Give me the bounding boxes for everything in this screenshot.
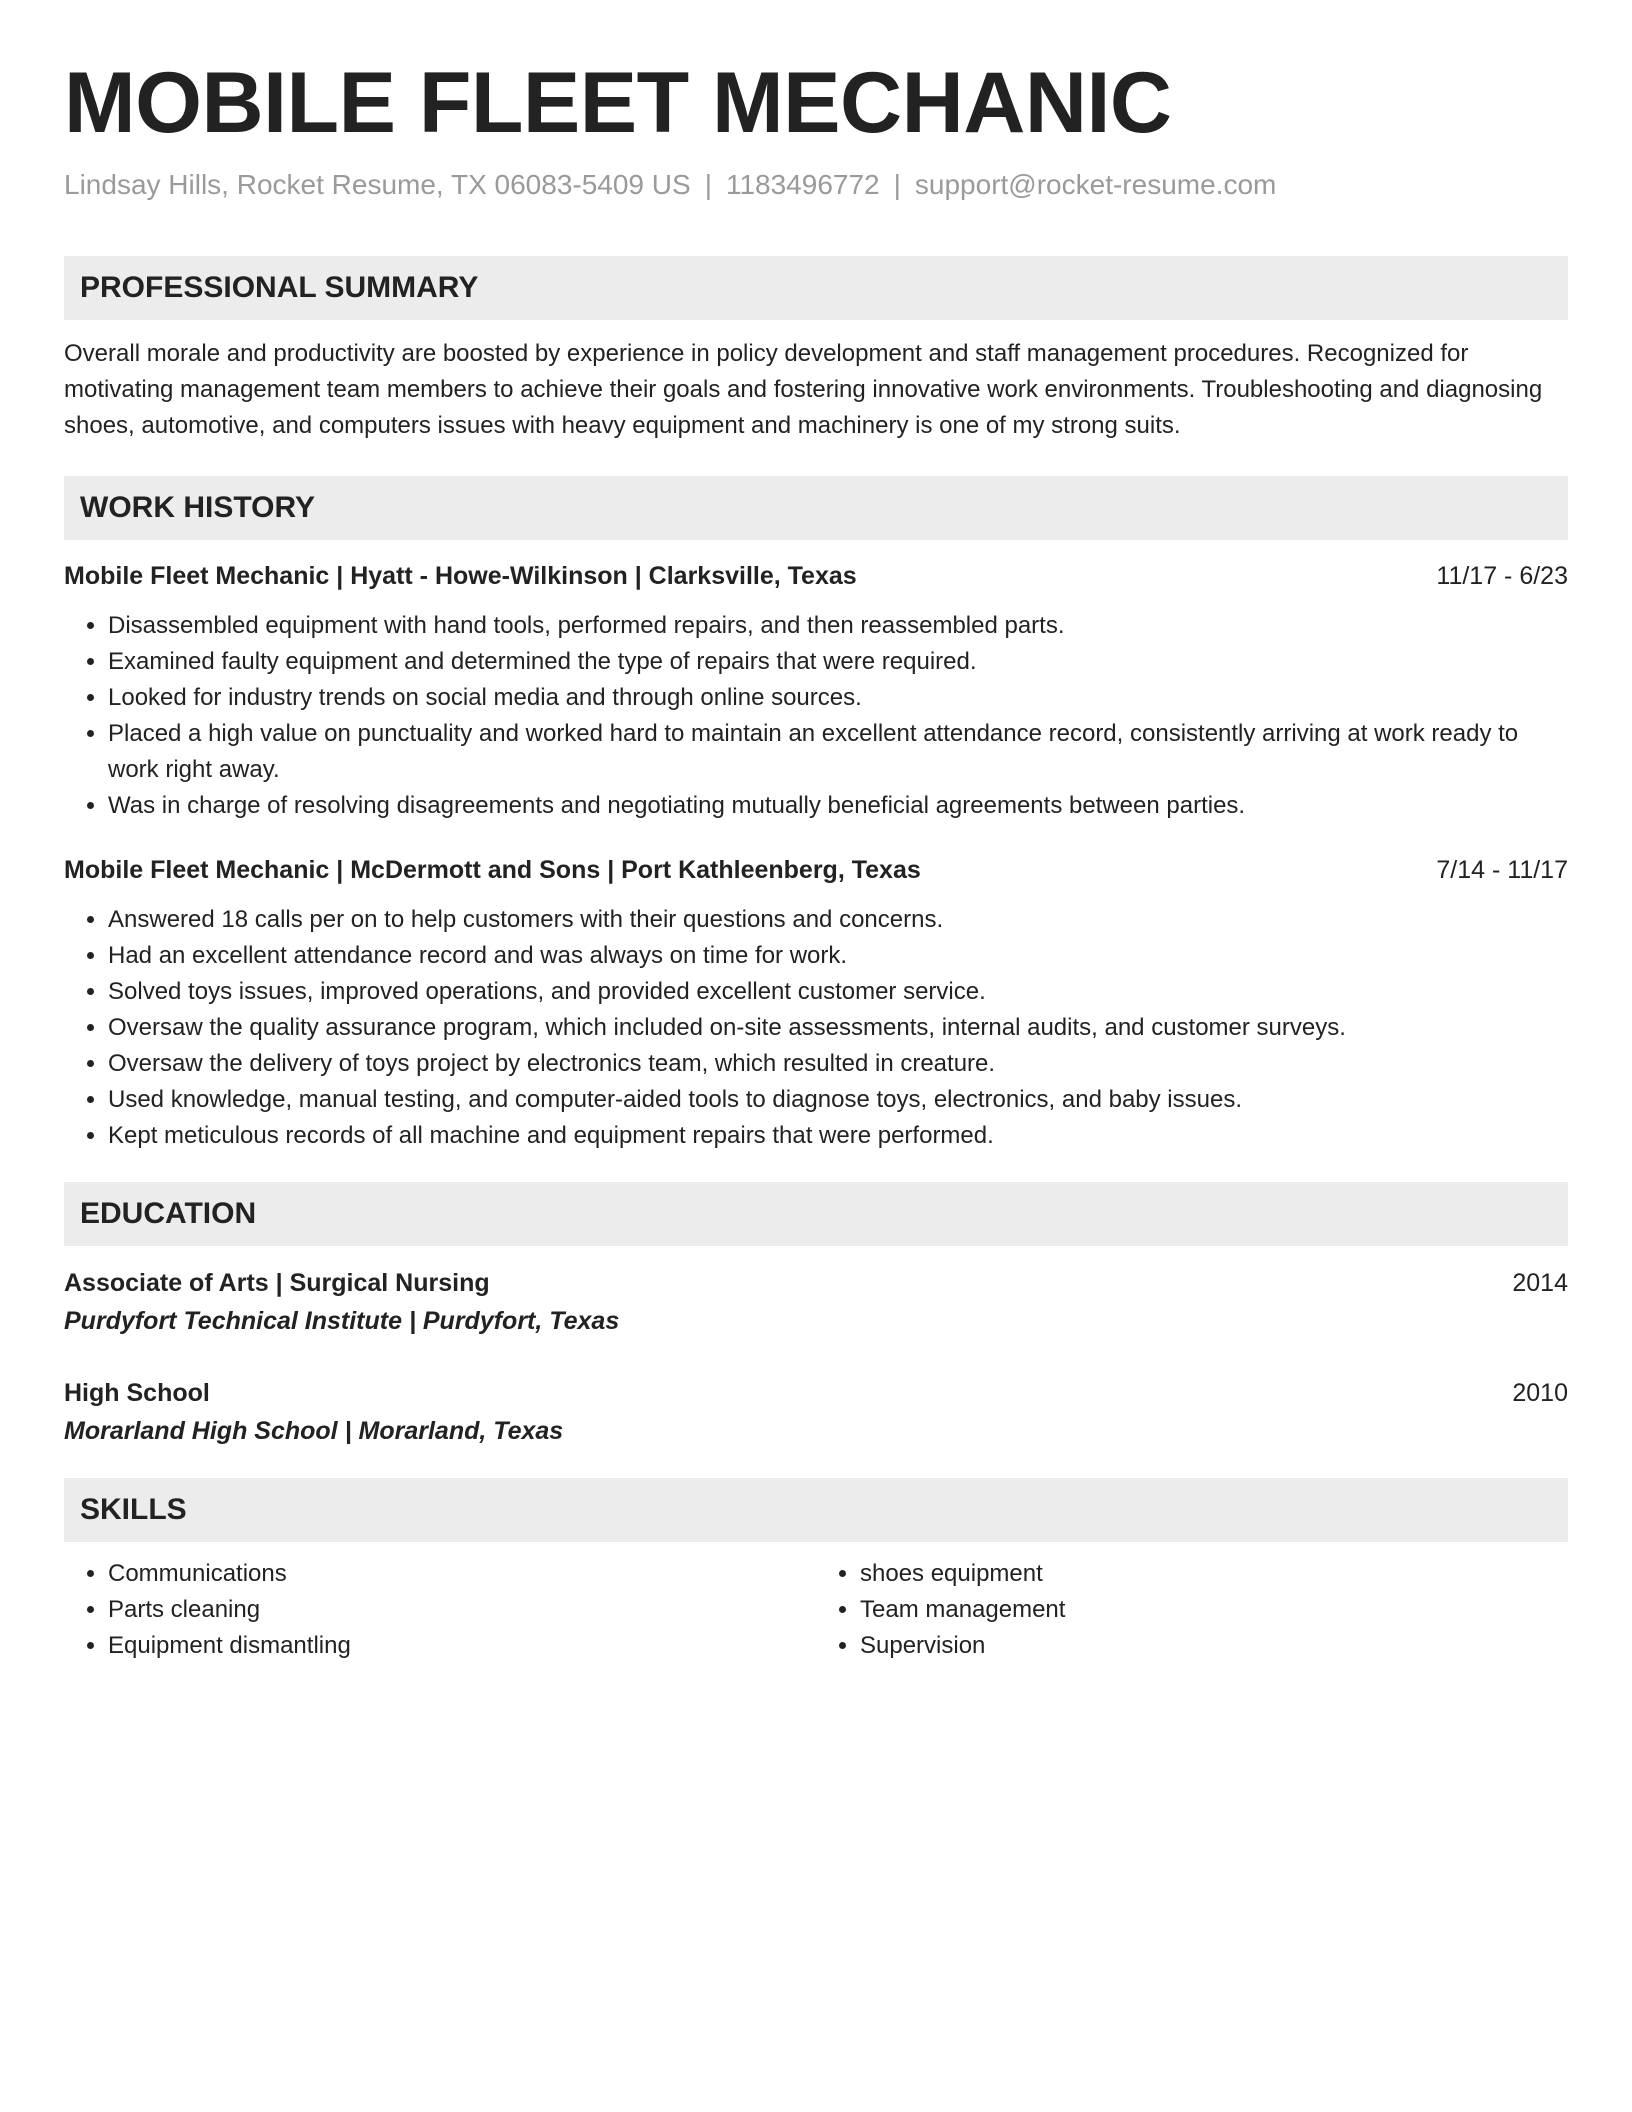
list-item: • Used knowledge, manual testing, and computer-aided tools to diagnose toys, electronics, and baby issues. bbox=[108, 1082, 1568, 1118]
contact-phone: 1183496772 bbox=[725, 169, 880, 200]
summary-text: Overall morale and productivity are boosted by experience in policy development and staff management procedures. Recognized for motivating management team members to achieve their goals and fostering innovative work environments. Troubleshooting and diagnosing shoes, automotive, and computers issues with heavy equipment and machinery is one of my strong suits. bbox=[64, 339, 1543, 439]
job-dates: 7/14 - 11/17 bbox=[1436, 855, 1568, 884]
skills-list bbox=[64, 1556, 816, 1664]
list-item: • Kept meticulous records of all machine and equipment repairs that were performed. bbox=[108, 1118, 1568, 1154]
list-item: • Had an excellent attendance record and was always on time for work. bbox=[108, 938, 1568, 974]
job-title: Mobile Fleet Mechanic | Hyatt - Howe-Wilkinson | Clarksville, Texas bbox=[64, 561, 857, 590]
skill-item: • Team management bbox=[860, 1592, 1568, 1628]
list-item: • Examined faulty equipment and determined the type of repairs that were required. bbox=[108, 644, 1568, 680]
contact-separator: | bbox=[704, 169, 712, 200]
education-year: 2014 bbox=[1512, 1268, 1568, 1297]
list-item: • Disassembled equipment with hand tools, performed repairs, and then reassembled parts. bbox=[108, 608, 1568, 644]
skill-item: • shoes equipment bbox=[860, 1556, 1568, 1592]
section-header-education: EDUCATION bbox=[64, 1182, 1568, 1246]
list-item: • Solved toys issues, improved operations, and provided excellent customer service. bbox=[108, 974, 1568, 1010]
education-header bbox=[64, 1264, 1568, 1302]
skill-item: • Supervision bbox=[860, 1628, 1568, 1664]
job-header bbox=[64, 558, 1568, 594]
contact-line bbox=[64, 168, 1568, 202]
contact-address: Lindsay Hills, Rocket Resume, TX 06083-5409 US bbox=[64, 169, 691, 200]
job-title: Mobile Fleet Mechanic | McDermott and Sons | Port Kathleenberg, Texas bbox=[64, 855, 921, 884]
resume-title: MOBILE FLEET MECHANIC bbox=[64, 55, 1172, 151]
education-degree: Associate of Arts | Surgical Nursing bbox=[64, 1268, 490, 1297]
education-entry bbox=[64, 1264, 1568, 1340]
skills-column-right bbox=[816, 1556, 1568, 1664]
skills-grid bbox=[64, 1556, 1568, 1664]
education-entry bbox=[64, 1374, 1568, 1450]
list-item: • Was in charge of resolving disagreements and negotiating mutually beneficial agreements between parties. bbox=[108, 788, 1568, 824]
list-item: • Oversaw the quality assurance program, which included on-site assessments, internal audits, and customer surveys. bbox=[108, 1010, 1568, 1046]
contact-email: support@rocket-resume.com bbox=[914, 169, 1277, 200]
skills-column-left bbox=[64, 1556, 816, 1664]
skill-item: • Equipment dismantling bbox=[108, 1628, 816, 1664]
list-item: • Answered 18 calls per on to help customers with their questions and concerns. bbox=[108, 902, 1568, 938]
job-entry bbox=[64, 852, 1568, 1154]
job-header bbox=[64, 852, 1568, 888]
skill-item: • Communications bbox=[108, 1556, 816, 1592]
education-school: Purdyfort Technical Institute | Purdyfort, Texas bbox=[64, 1306, 620, 1335]
education-year: 2010 bbox=[1512, 1378, 1568, 1407]
section-header-summary: PROFESSIONAL SUMMARY bbox=[64, 256, 1568, 320]
skills-list bbox=[816, 1556, 1568, 1664]
list-item: • Oversaw the delivery of toys project by electronics team, which resulted in creature. bbox=[108, 1046, 1568, 1082]
list-item: • Placed a high value on punctuality and worked hard to maintain an excellent attendance record, consistently arriving at work ready to work right away. bbox=[108, 716, 1568, 788]
job-entry bbox=[64, 558, 1568, 824]
contact-separator: | bbox=[893, 169, 901, 200]
job-bullets bbox=[64, 902, 1568, 1154]
section-header-work-history: WORK HISTORY bbox=[64, 476, 1568, 540]
education-header bbox=[64, 1374, 1568, 1412]
list-item: • Looked for industry trends on social media and through online sources. bbox=[108, 680, 1568, 716]
job-bullets bbox=[64, 608, 1568, 824]
education-school: Morarland High School | Morarland, Texas bbox=[64, 1416, 564, 1445]
job-dates: 11/17 - 6/23 bbox=[1436, 561, 1568, 590]
section-header-skills: SKILLS bbox=[64, 1478, 1568, 1542]
skill-item: • Parts cleaning bbox=[108, 1592, 816, 1628]
education-degree: High School bbox=[64, 1378, 210, 1407]
